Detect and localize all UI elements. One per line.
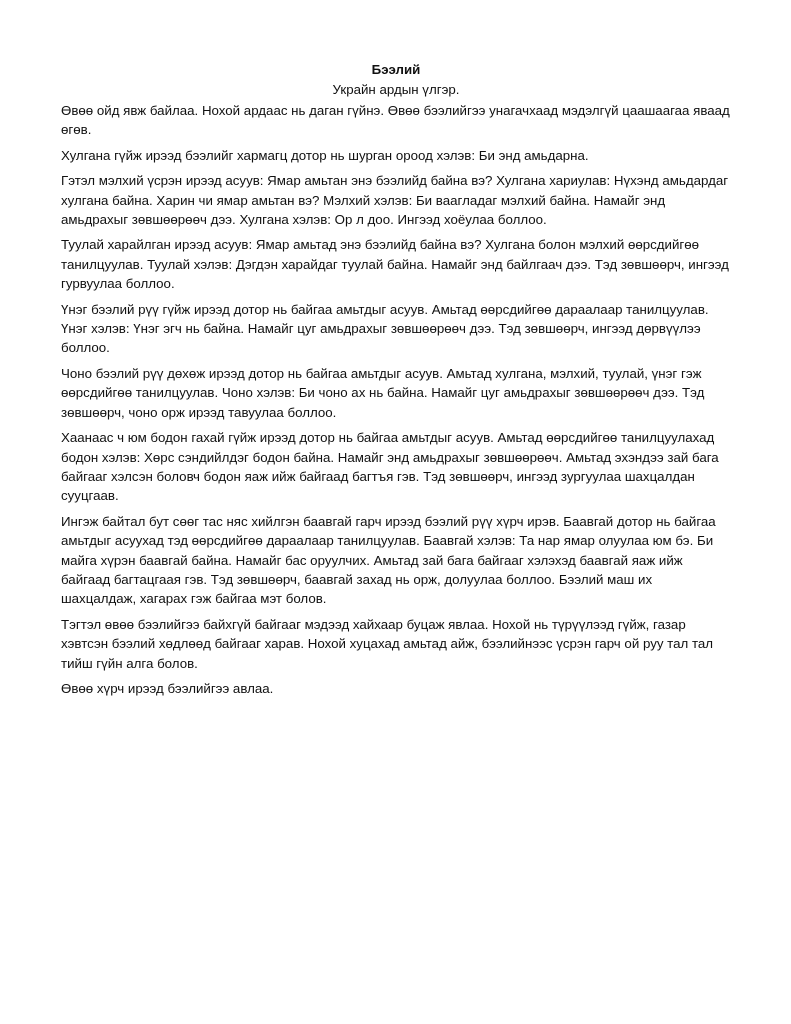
paragraph: Хулгана гүйж ирээд бээлийг хармагц дотор нь шурган ороод хэлэв: Би энд амьдарна. xyxy=(61,147,589,163)
document-page xyxy=(61,60,731,704)
document-subtitle: Украйн ардын үлгэр. xyxy=(332,82,460,97)
paragraph: Гэтэл мэлхий үсрэн ирээд асуув: Ямар амьтан энэ бээлийд байна вэ? Хулгана хариулав: Нүхэнд амьдардаг хулгана байна. Харин чи ямар амьтан вэ? Мэлхий хэлэв: Би ваагладаг мэлхий байна. Намайг энд амьдрахыг зөвшөөрөөч дээ. Хулгана хэлэв: Ор л доо. Ингээд хоёулаа боллоо. xyxy=(61,173,729,228)
paragraph: Чоно бээлий рүү дөхөж ирээд дотор нь байгаа амьтдыг асуув. Амьтад хулгана, мэлхий, туулай, үнэг гэж өөрсдийгөө танилцуулав. Чоно хэлэв: Би чоно ах нь байна. Намайг цуг амьдрахыг зөвшөөрөөч дээ. Тэд зөвшөөрч, чоно орж ирээд тавуулаа боллоо. xyxy=(61,365,705,420)
paragraph: Туулай харайлган ирээд асуув: Ямар амьтад энэ бээлийд байна вэ? Хулгана болон мэлхий өөрсдийгөө танилцуулав. Туулай хэлэв: Дэгдэн харайдаг туулай байна. Намайг энд байлгаач дээ. Тэд зөвшөөрч, ингээд гурвуулаа боллоо. xyxy=(61,237,729,292)
paragraph: Хаанаас ч юм бодон гахай гүйж ирээд дотор нь байгаа амьтдыг асуув. Амьтад өөрсдийгөө танилцуулахад бодон хэлэв: Хөрс сэндийлдэг бодон байна. Намайг энд амьдрахыг зөвшөөрөөч. Амьтад эхэндээ зай бага байгааг хэлсэн боловч бодон яаж ийж байгаад багтъя гэв. Тэд зөвшөөрч, ингээд зургуулаа шахцалдан сууцгаав. xyxy=(61,430,719,504)
paragraph: Өвөө хүрч ирээд бээлийгээ авлаа. xyxy=(61,680,274,696)
document-title: Бээлий xyxy=(371,62,421,77)
paragraph: Ингэж байтал бут сөөг тас няс хийлгэн баавгай гарч ирээд бээлий рүү хүрч ирэв. Баавгай дотор нь байгаа амьтдыг асуухад тэд өөрсдийгөө дараалаар танилцуулав. Баавгай хэлэв: Та нар ямар олуулаа юм бэ. Би майга хүрэн баавгай байна. Намайг бас оруулчих. Амьтад зай бага байгааг хэлэхэд баавгай яаж ийж байгаад багтацгаая гэв. Тэд зөвшөөрч, баавгай захад нь орж, долуулаа боллоо. Бээлий маш их шахцалдаж, хагарах гэж байгаа мэт болов. xyxy=(61,513,716,607)
paragraph: Тэгтэл өвөө бээлийгээ байхгүй байгааг мэдээд хайхаар буцаж явлаа. Нохой нь түрүүлээд гүйж, газар хэвтсэн бээлий хөдлөөд байгааг харав. Нохой хуцахад амьтад айж, бээлийнээс үсрэн гарч ой руу тал тал тийш гүйн алга болов. xyxy=(61,616,714,671)
paragraph: Өвөө ойд явж байлаа. Нохой ардаас нь даган гүйнэ. Өвөө бээлийгээ унагачхаад мэдэлгүй цаашаагаа яваад өгөв. xyxy=(61,103,730,138)
paragraph: Үнэг бээлий рүү гүйж ирээд дотор нь байгаа амьтдыг асуув. Амьтад өөрсдийгөө дараалаар танилцуулав. Үнэг хэлэв: Үнэг эгч нь байна. Намайг цуг амьдрахыг зөвшөөрөөч дээ. Тэд зөвшөөрч, ингээд дөрвүүлээ боллоо. xyxy=(61,301,709,356)
